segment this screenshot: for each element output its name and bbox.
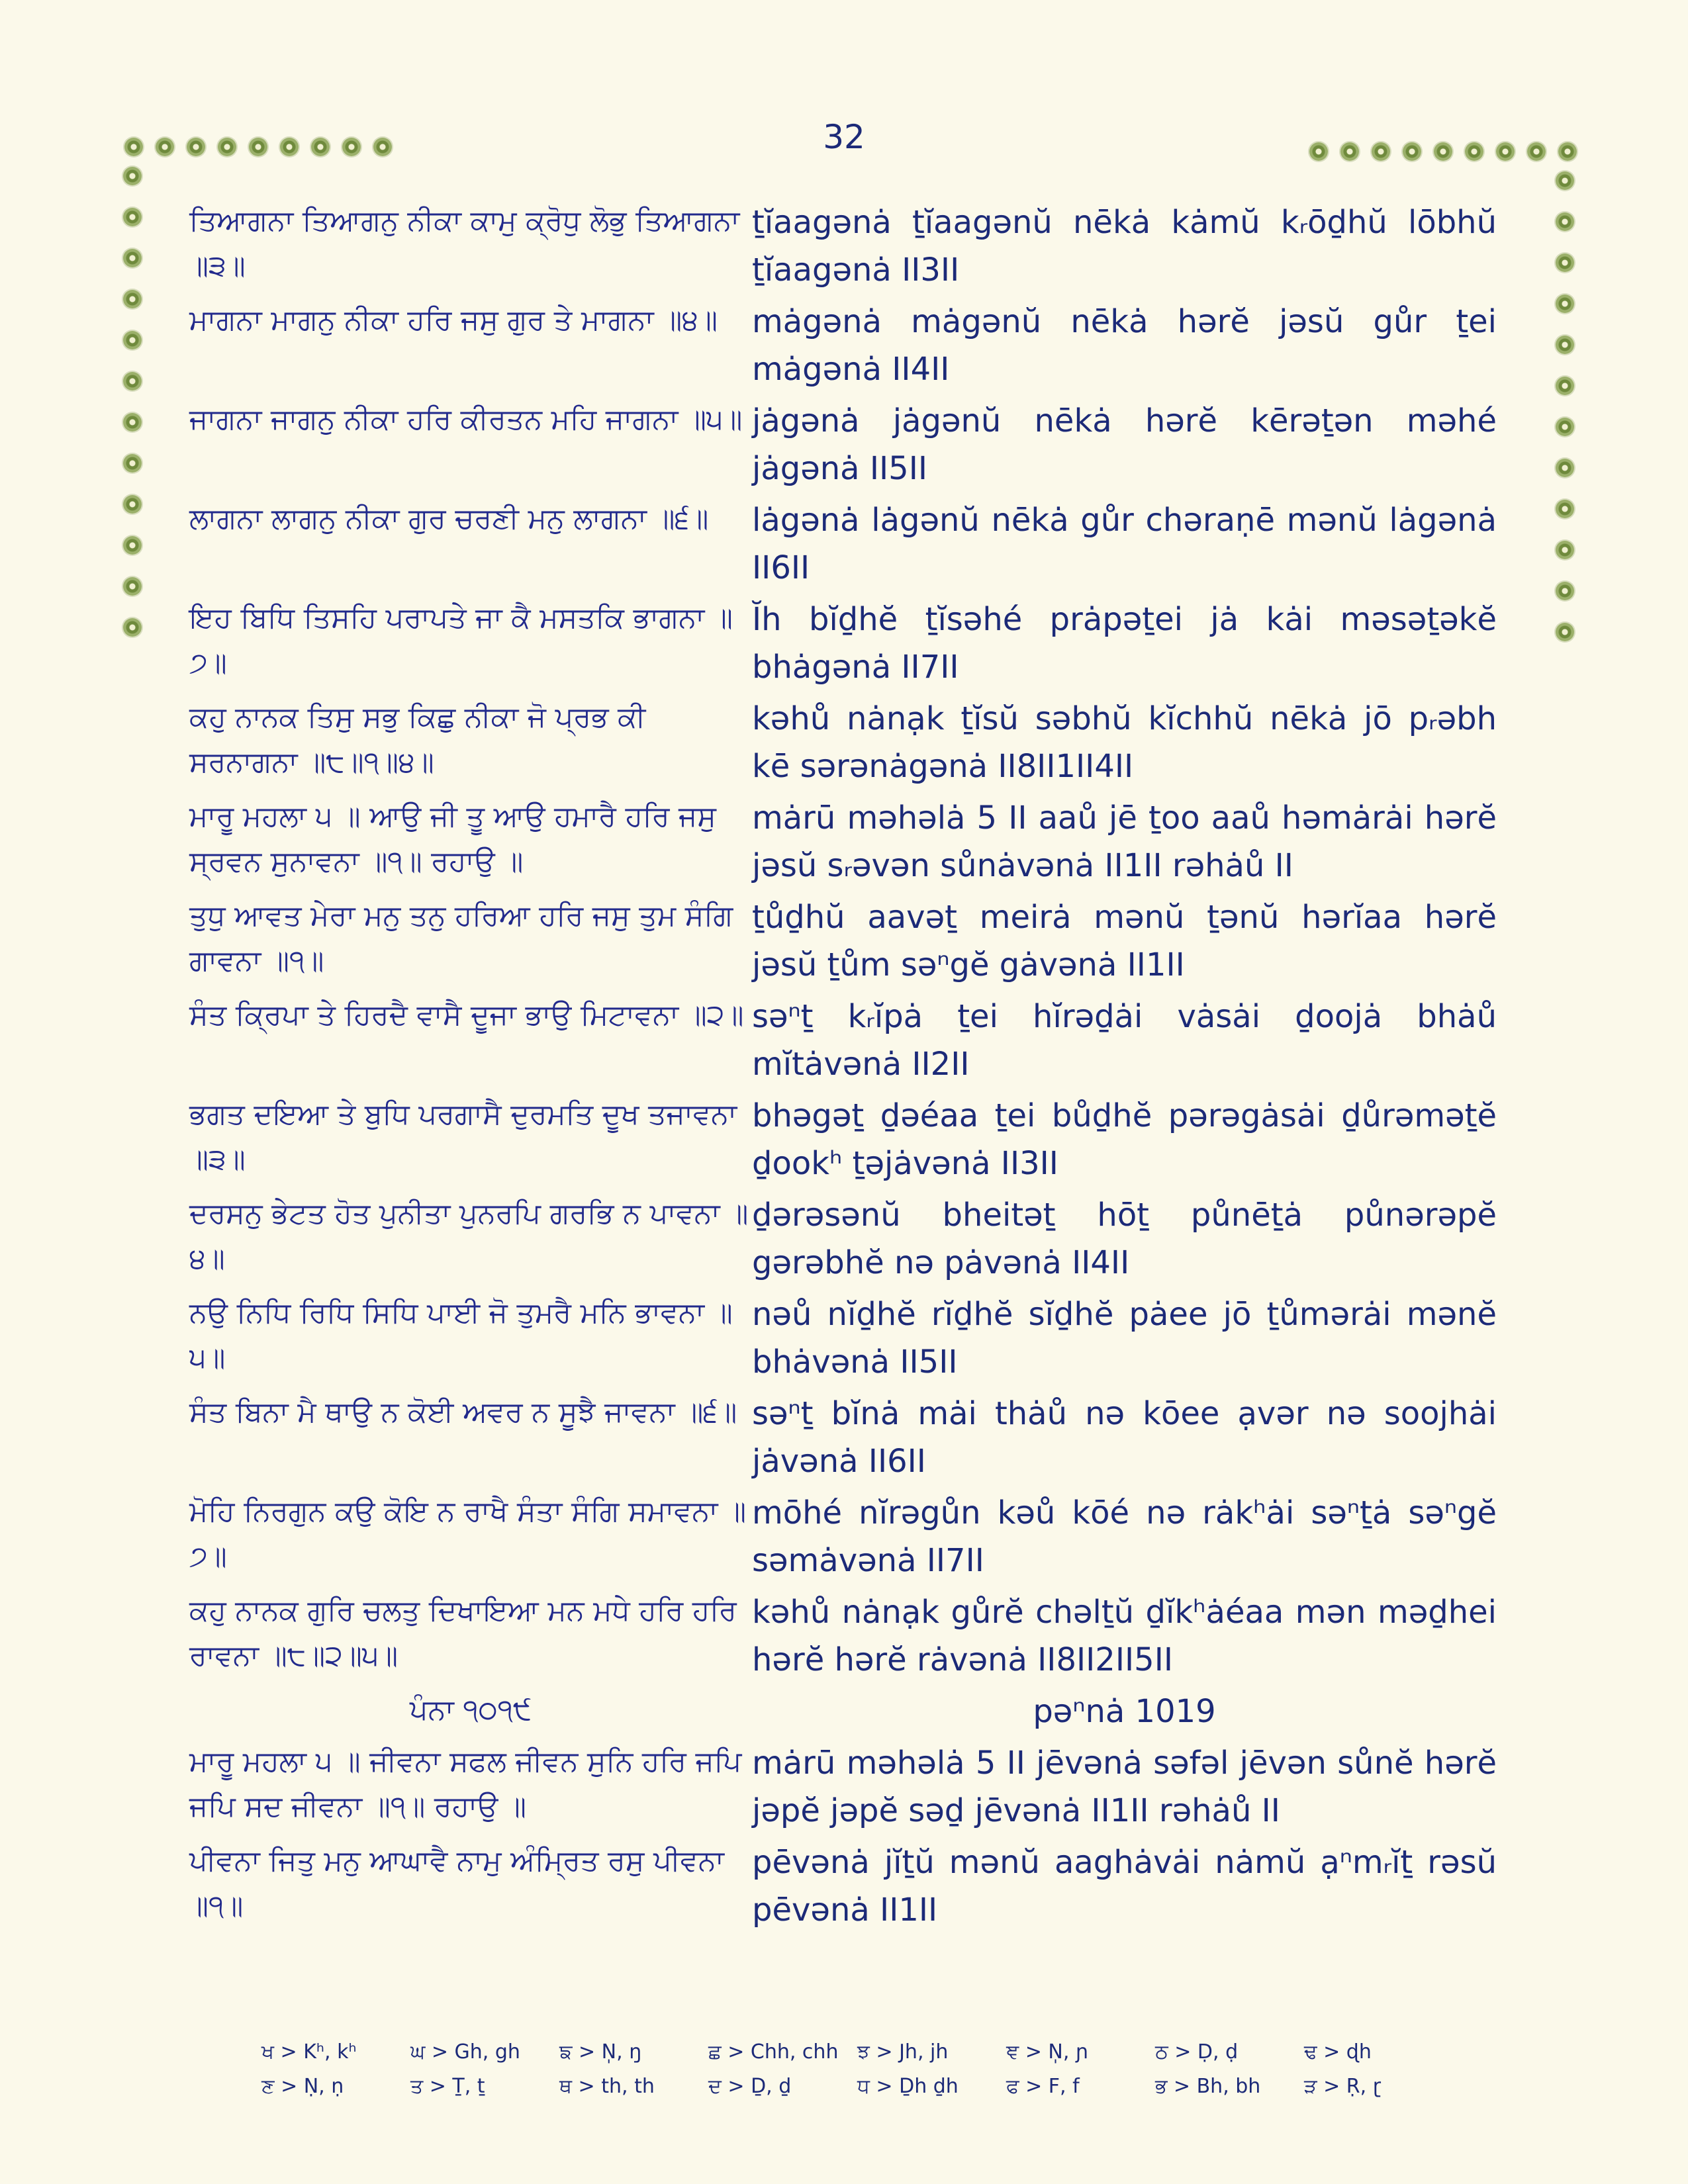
transliteration-legend xyxy=(261,2035,1453,2104)
legend-item: ਥ > th, th xyxy=(559,2075,655,2098)
flower-icon xyxy=(218,138,236,156)
top-right-flower-border xyxy=(1309,142,1577,161)
gurmukhi-line: ਸੰਤ ਬਿਨਾ ਮੈ ਥਾਉ ਨ ਕੋਈ ਅਵਰ ਨ ਸੂਝੈ ਜਾਵਨਾ ॥੬॥ xyxy=(189,1396,737,1429)
transliteration-line: jȧgənȧ jȧgənŭ nēkȧ hərĕ kērəṯən məhé jȧgənȧ II5II xyxy=(752,402,1497,487)
gurmukhi-line: ਪੀਵਨਾ ਜਿਤੁ ਮਨੁ ਆਘਾਵੈ ਨਾਮੁ ਅੰਮ੍ਰਿਤ ਰਸੁ ਪੀਵਨਾ ॥੧॥ xyxy=(189,1844,724,1923)
transliteration-line: səⁿṯ kᵣĭpȧ ṯei hĭrəḏȧi vȧsȧi ḏoojȧ bhȧů mĭtȧvənȧ II2II xyxy=(752,998,1497,1083)
gurmukhi-line: ਕਹੁ ਨਾਨਕ ਤਿਸੁ ਸਭੁ ਕਿਛੁ ਨੀਕਾ ਜੋ ਪ੍ਰਭ ਕੀ ਸਰਨਾਗਨਾ ॥੮॥੧॥੪॥ xyxy=(189,701,646,779)
verse-row xyxy=(189,496,1513,592)
flower-icon xyxy=(1556,253,1574,272)
flower-icon xyxy=(123,331,142,349)
legend-item: ਝ > Jh, jh xyxy=(857,2040,949,2064)
verse-row xyxy=(189,993,1513,1088)
flower-icon xyxy=(1556,377,1574,395)
flower-icon xyxy=(1372,142,1390,161)
left-flower-border xyxy=(123,167,142,637)
flower-icon xyxy=(123,249,142,267)
gurmukhi-line: ਮਾਰੂ ਮਹਲਾ ੫ ॥ ਜੀਵਨਾ ਸਫਲ ਜੀਵਨ ਸੁਨਿ ਹਰਿ ਜਪਿ ਜਪਿ ਸਦ ਜੀਵਨਾ ॥੧॥ ਰਹਾਉ ॥ xyxy=(189,1745,742,1823)
verse-row xyxy=(189,893,1513,989)
transliteration-line: mȧrū məhəlȧ 5 II aaů jē ṯoo aaů həmȧrȧi hərĕ jəsŭ sᵣəvən sůnȧvənȧ II1II rəhȧů II xyxy=(752,799,1497,884)
flower-icon xyxy=(1556,171,1574,190)
legend-item: ਣ > Ṇ, ṇ xyxy=(261,2075,344,2098)
flower-icon xyxy=(1556,418,1574,436)
flower-icon xyxy=(1556,541,1574,559)
legend-item: ਛ > Chh, chh xyxy=(708,2040,839,2064)
legend-item: ਢ > ɖh xyxy=(1304,2040,1372,2064)
verse-row xyxy=(189,1739,1513,1835)
transliteration-line: ṯůḏhŭ aavəṯ meirȧ mənŭ ṯənŭ hərĭaa hərĕ jəsŭ ṯům səⁿgĕ gȧvənȧ II1II xyxy=(752,899,1497,983)
transliteration-line: ḏərəsənŭ bheitəṯ hōṯ půnēṯȧ půnərəpĕ gərəbhĕ nə pȧvənȧ II4II xyxy=(752,1197,1497,1281)
flower-icon xyxy=(123,413,142,432)
verse-row xyxy=(189,1390,1513,1485)
flower-icon xyxy=(1309,142,1328,161)
gurmukhi-line: ਲਾਗਨਾ ਲਾਗਨੁ ਨੀਕਾ ਗੁਰ ਚਰਣੀ ਮਨੁ ਲਾਗਨਾ ॥੬॥ xyxy=(189,502,709,535)
gurmukhi-line: ਮਾਰੂ ਮਹਲਾ ੫ ॥ ਆਉ ਜੀ ਤੂ ਆਉ ਹਮਾਰੈ ਹਰਿ ਜਸੁ ਸ੍ਰਵਨ ਸੁਨਾਵਨਾ ॥੧॥ ਰਹਾਉ ॥ xyxy=(189,800,716,878)
legend-item: ਙ > N̩, ŋ xyxy=(559,2040,642,2064)
flower-icon xyxy=(1556,212,1574,231)
gurmukhi-line: ਇਹ ਬਿਧਿ ਤਿਸਹਿ ਪਰਾਪਤੇ ਜਾ ਕੈ ਮਸਤਕਿ ਭਾਗਨਾ ॥੭॥ xyxy=(189,602,733,680)
legend-item: ੜ > Ṛ, ɽ xyxy=(1304,2075,1382,2098)
gurmukhi-line: ਕਹੁ ਨਾਨਕ ਗੁਰਿ ਚਲਤੁ ਦਿਖਾਇਆ ਮਨ ਮਧੇ ਹਰਿ ਹਰਿ ਰਾਵਨਾ ॥੮॥੨॥੫॥ xyxy=(189,1594,737,1672)
transliteration-line: bhəgəṯ ḏəéaa ṯei bůḏhĕ pərəgȧsȧi ḏůrəməṯĕ ḏookʰ ṯəjȧvənȧ II3II xyxy=(752,1097,1497,1182)
legend-row xyxy=(261,2035,1453,2070)
flower-icon xyxy=(311,138,330,156)
flower-icon xyxy=(1403,142,1421,161)
flower-icon xyxy=(123,577,142,596)
transliteration-line: nəů nĭḏhĕ rĭḏhĕ sĭḏhĕ pȧee jō ṯůmərȧi mənĕ bhȧvənȧ II5II xyxy=(752,1296,1497,1381)
flower-icon xyxy=(1496,142,1515,161)
legend-item: ਭ > Bh, bh xyxy=(1155,2075,1261,2098)
legend-row xyxy=(261,2070,1453,2104)
legend-item: ਘ > Gh, gh xyxy=(410,2040,520,2064)
flower-icon xyxy=(1556,500,1574,518)
gurmukhi-line: ਭਗਤ ਦਇਆ ਤੇ ਬੁਧਿ ਪਰਗਾਸੈ ਦੁਰਮਤਿ ਦੂਖ ਤਜਾਵਨਾ ॥੩॥ xyxy=(189,1098,737,1176)
gurmukhi-line: ਸੰਤ ਕ੍ਰਿਪਾ ਤੇ ਹਿਰਦੈ ਵਾਸੈ ਦੂਜਾ ਭਾਉ ਮਿਟਾਵਨਾ ॥੨॥ xyxy=(189,999,744,1032)
flower-icon xyxy=(1556,459,1574,477)
flower-icon xyxy=(373,138,392,156)
flower-icon xyxy=(249,138,267,156)
legend-item: ਤ > Ṯ, ṯ xyxy=(410,2075,485,2098)
flower-icon xyxy=(1556,623,1574,641)
right-flower-border xyxy=(1556,171,1574,641)
verse-row xyxy=(189,1191,1513,1287)
flower-icon xyxy=(123,454,142,473)
transliteration-line: kəhů nȧnạk ṯĭsŭ səbhŭ kĭchhŭ nēkȧ jō pᵣəbh kē sərənȧgənȧ II8II1II4II xyxy=(752,700,1497,785)
flower-icon xyxy=(280,138,299,156)
gurmukhi-line: ਮੋਹਿ ਨਿਰਗੁਨ ਕਉ ਕੋਇ ਨ ਰਾਖੈ ਸੰਤਾ ਸੰਗਿ ਸਮਾਵਨਾ ॥੭॥ xyxy=(189,1495,747,1573)
gurmukhi-line: ਮਾਗਨਾ ਮਾਗਨੁ ਨੀਕਾ ਹਰਿ ਜਸੁ ਗੁਰ ਤੇ ਮਾਗਨਾ ॥੪॥ xyxy=(189,304,718,337)
gurmukhi-line: ਨਉ ਨਿਧਿ ਰਿਧਿ ਸਿਧਿ ਪਾਈ ਜੋ ਤੁਮਰੈ ਮਨਿ ਭਾਵਨਾ ॥੫॥ xyxy=(189,1297,733,1375)
page-marker-row xyxy=(189,1688,1513,1735)
verse-row xyxy=(189,695,1513,790)
verse-row xyxy=(189,199,1513,294)
legend-item: ਦ > Ḏ, ḏ xyxy=(708,2075,792,2098)
page-number: 32 xyxy=(823,118,865,156)
flower-icon xyxy=(1340,142,1359,161)
flower-icon xyxy=(1556,582,1574,600)
verse-row xyxy=(189,397,1513,492)
top-left-flower-border xyxy=(124,138,392,156)
flower-icon xyxy=(1558,142,1577,161)
legend-item: ਞ > N̩, ɲ xyxy=(1006,2040,1089,2064)
transliteration-line: mōhé nĭrəgůn kəů kōé nə rȧkʰȧi səⁿṯȧ səⁿgĕ səmȧvənȧ II7II xyxy=(752,1494,1497,1579)
verse-content xyxy=(189,199,1513,1938)
flower-icon xyxy=(123,290,142,308)
gurmukhi-line: ਤਿਆਗਨਾ ਤਿਆਗਨੁ ਨੀਕਾ ਕਾਮੁ ਕ੍ਰੋਧੁ ਲੋਭੁ ਤਿਆਗਨਾ ॥੩॥ xyxy=(189,205,740,283)
verse-row xyxy=(189,596,1513,691)
gurmukhi-line: ਤੁਧੁ ਆਵਤ ਮੇਰਾ ਮਨੁ ਤਨੁ ਹਰਿਆ ਹਰਿ ਜਸੁ ਤੁਮ ਸੰਗਿ ਗਾਵਨਾ ॥੧॥ xyxy=(189,899,733,978)
flower-icon xyxy=(123,167,142,185)
transliteration-line: mȧgənȧ mȧgənŭ nēkȧ hərĕ jəsŭ gůr ṯei mȧgənȧ II4II xyxy=(752,303,1497,388)
transliteration-line: səⁿṯ bĭnȧ mȧi thȧů nə kōee ạvər nə soojhȧi jȧvənȧ II6II xyxy=(752,1395,1497,1480)
gurmukhi-line: ਜਾਗਨਾ ਜਾਗਨੁ ਨੀਕਾ ਹਰਿ ਕੀਰਤਨ ਮਹਿ ਜਾਗਨਾ ॥੫॥ xyxy=(189,403,743,436)
legend-item: ਠ > Ḍ, ḍ xyxy=(1155,2040,1239,2064)
flower-icon xyxy=(123,536,142,555)
flower-icon xyxy=(124,138,143,156)
gurmukhi-line: ਦਰਸਨੁ ਭੇਟਤ ਹੋਤ ਪੁਨੀਤਾ ਪੁਨਰਪਿ ਗਰਭਿ ਨ ਪਾਵਨਾ ॥੪॥ xyxy=(189,1197,749,1275)
transliteration-line: Ĭh bĭḏhĕ ṯĭsəhé prȧpəṯei jȧ kȧi məsəṯəkĕ bhȧgənȧ II7II xyxy=(752,601,1497,686)
flower-icon xyxy=(342,138,361,156)
flower-icon xyxy=(1556,336,1574,354)
verse-row xyxy=(189,298,1513,393)
legend-item: ਖ > Kʰ, kʰ xyxy=(261,2040,357,2064)
flower-icon xyxy=(1434,142,1452,161)
transliteration-line: mȧrū məhəlȧ 5 II jēvənȧ səfəl jēvən sůnĕ hərĕ jəpĕ jəpĕ səḏ jēvənȧ II1II rəhȧů II xyxy=(752,1745,1497,1829)
verse-row xyxy=(189,1839,1513,1934)
legend-item: ਧ > Ḏh ḏh xyxy=(857,2075,959,2098)
page-marker-transliteration: pəⁿnȧ 1019 xyxy=(1033,1693,1216,1730)
transliteration-line: pēvənȧ jĭṯŭ mənŭ aaghȧvȧi nȧmŭ ạⁿmᵣĭṯ rəsŭ pēvənȧ II1II xyxy=(752,1844,1497,1929)
flower-icon xyxy=(187,138,205,156)
flower-icon xyxy=(123,372,142,390)
legend-item: ਫ > F, f xyxy=(1006,2075,1080,2098)
flower-icon xyxy=(1556,295,1574,313)
transliteration-line: ṯĭaagənȧ ṯĭaagənŭ nēkȧ kȧmŭ kᵣōḏhŭ lōbhŭ ṯĭaagənȧ II3II xyxy=(752,204,1497,289)
page-marker-gurmukhi: ਪੰਨਾ ੧੦੧੯ xyxy=(409,1694,532,1727)
flower-icon xyxy=(156,138,174,156)
verse-row xyxy=(189,1092,1513,1187)
flower-icon xyxy=(123,495,142,514)
flower-icon xyxy=(123,618,142,637)
verse-row xyxy=(189,1489,1513,1584)
verse-row xyxy=(189,1291,1513,1386)
flower-icon xyxy=(1527,142,1546,161)
verse-row xyxy=(189,1588,1513,1684)
flower-icon xyxy=(1465,142,1483,161)
flower-icon xyxy=(123,208,142,226)
transliteration-line: kəhů nȧnạk gůrĕ chəlṯŭ ḏĭkʰȧéaa mən məḏhei hərĕ hərĕ rȧvənȧ II8II2II5II xyxy=(752,1594,1497,1678)
transliteration-line: lȧgənȧ lȧgənŭ nēkȧ gůr chəraṇē mənŭ lȧgənȧ II6II xyxy=(752,502,1497,586)
verse-row xyxy=(189,794,1513,889)
